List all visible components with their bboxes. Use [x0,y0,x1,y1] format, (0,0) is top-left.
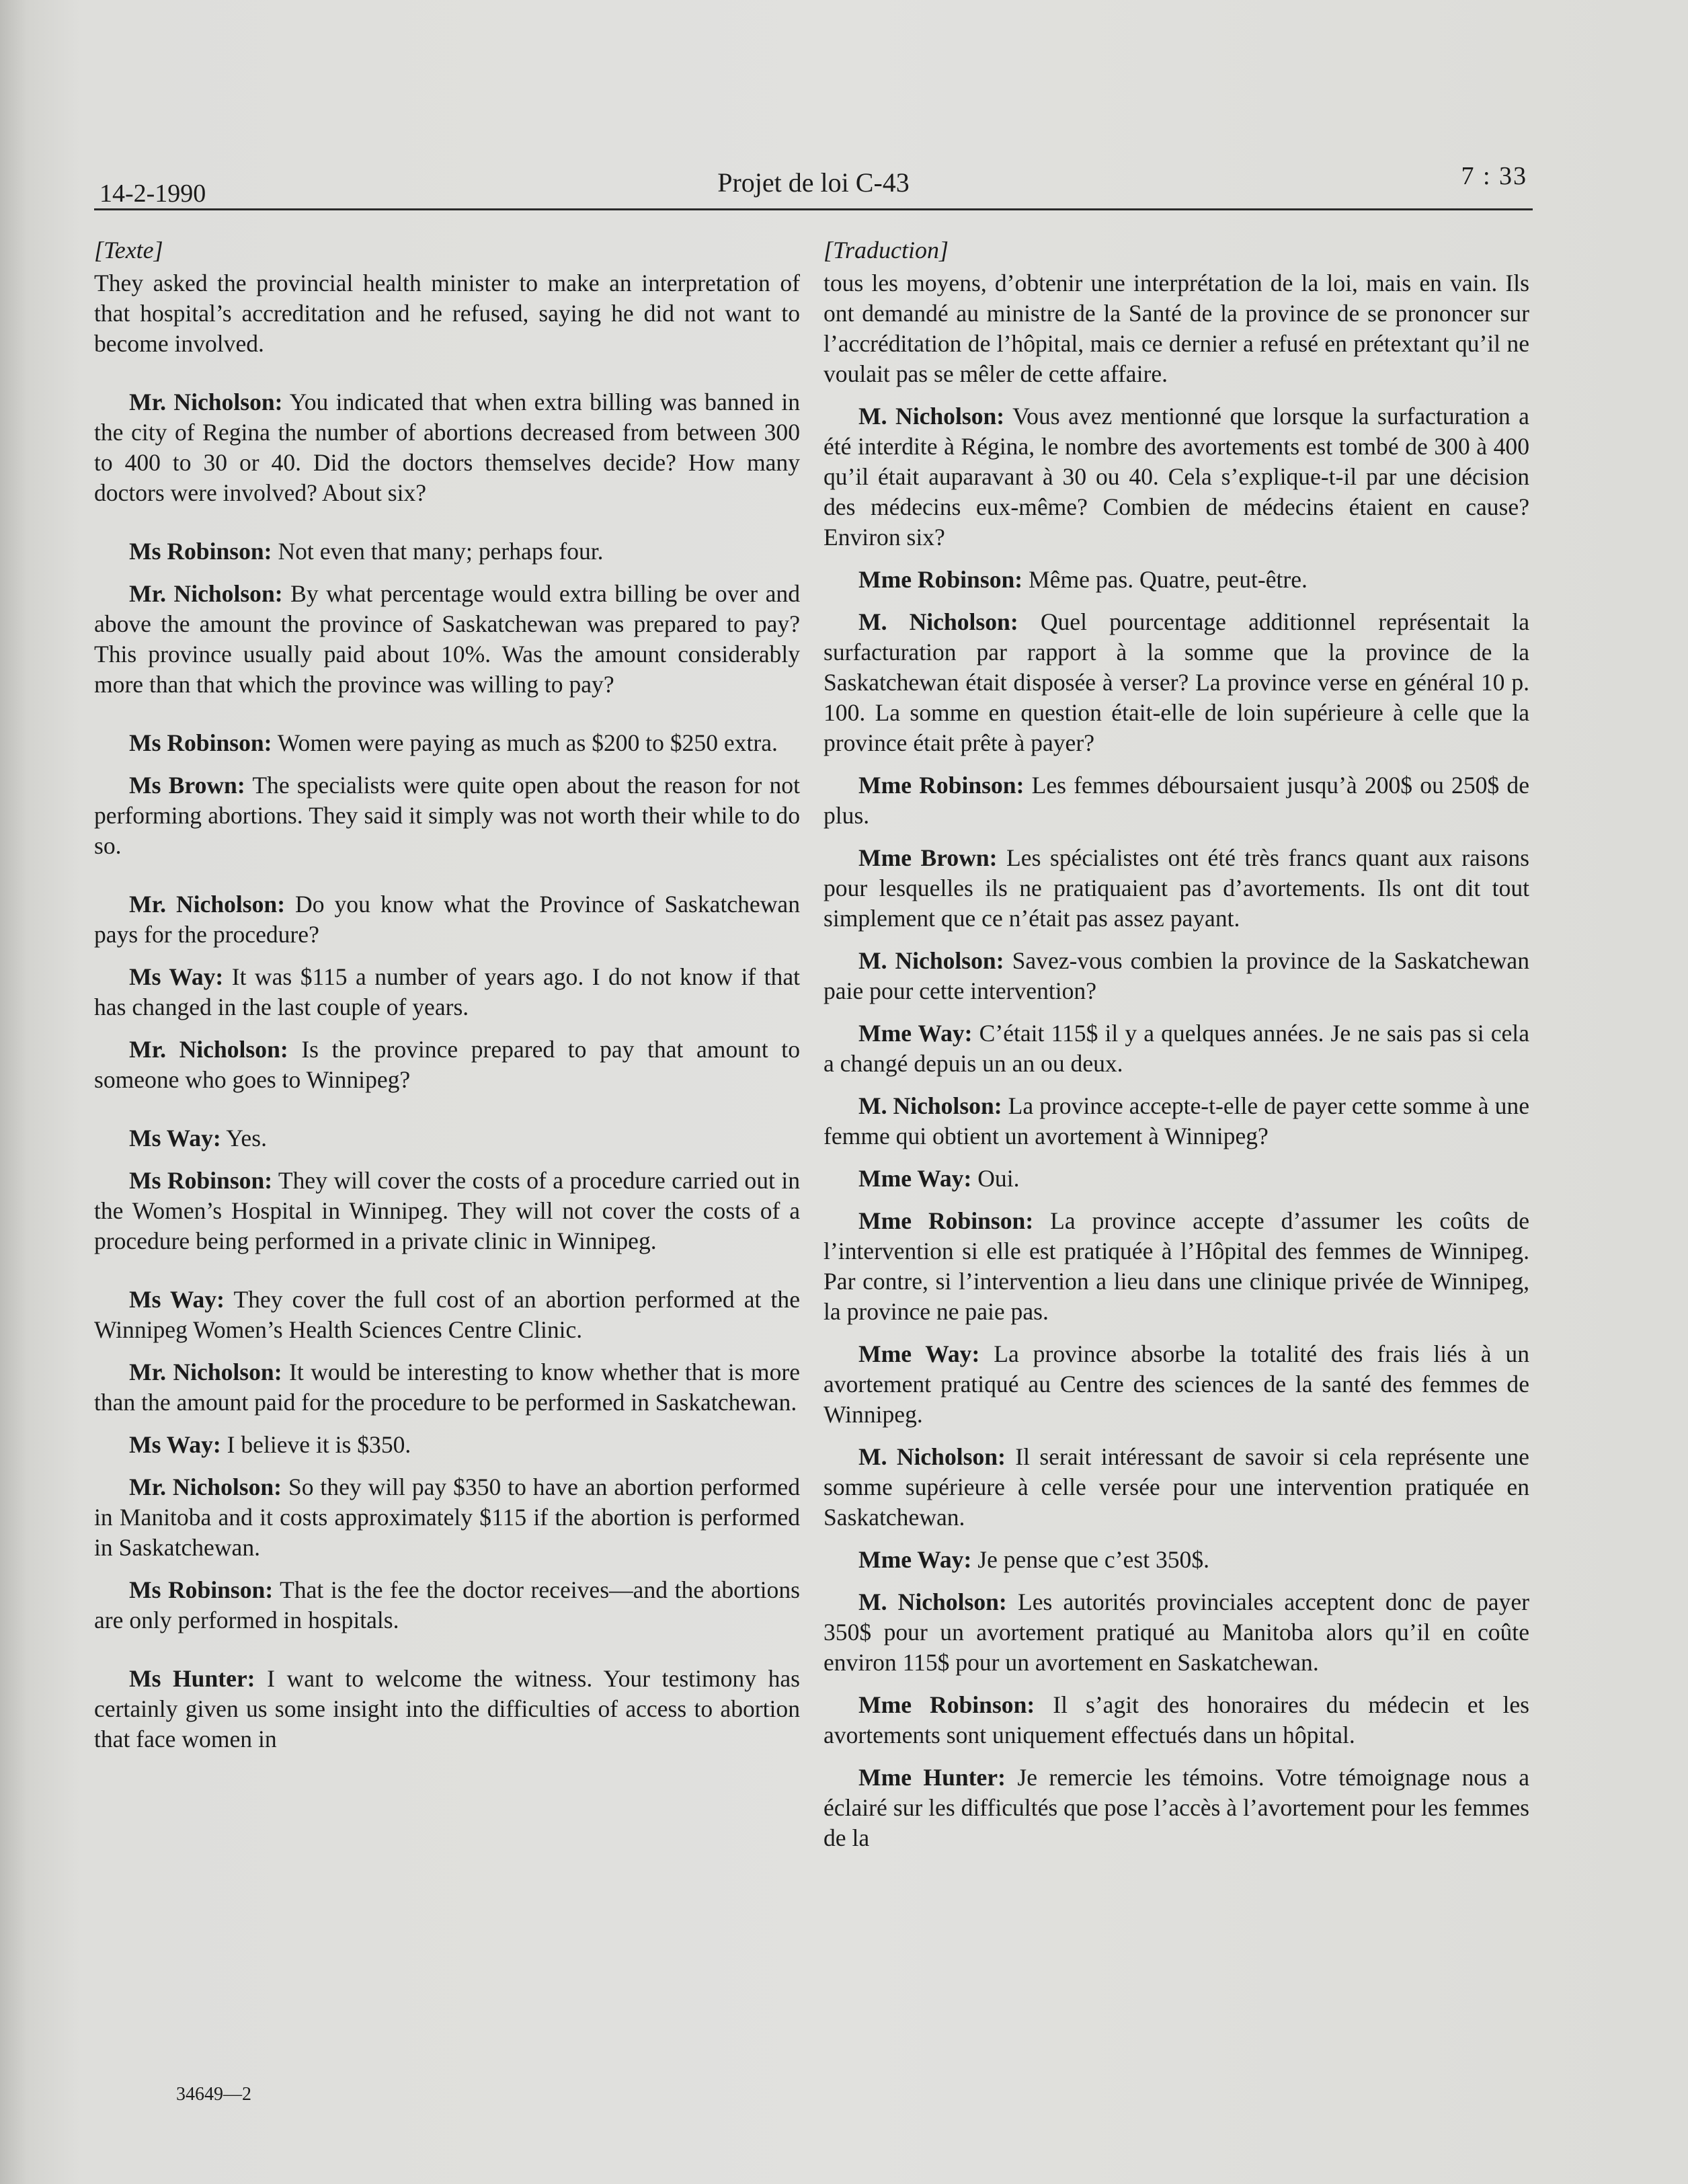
paragraph [94,1166,800,1256]
paragraph-text: C’était 115$ il y a quelques années. Je ne sais pas si cela a changé depuis un an ou deux. [823,1020,1529,1077]
speaker-name: Mme Way: [858,1340,980,1367]
paragraph-text: Les autorités provinciales acceptent donc de payer 350$ pour un avortement pratiqué au Manitoba alors qu’il en coûte environ 115$ pour un avortement en Saskatchewan. [823,1588,1529,1676]
speaker-name: Mme Robinson: [858,1691,1035,1718]
paragraph [823,1763,1529,1853]
paragraph [94,1123,800,1154]
paragraph-text: Savez-vous combien la province de la Saskatchewan paie pour cette intervention? [823,947,1529,1004]
paragraph [823,946,1529,1006]
speaker-name: M. Nicholson: [858,403,1005,430]
speaker-name: Mr. Nicholson: [129,389,283,415]
paragraph [94,536,800,567]
speaker-name: Mr. Nicholson: [129,891,286,918]
paragraph-text: By what percentage would extra billing be over and above the amount the province of Saskatchewan was prepared to pay? This province usually paid about 10%. Was the amount considerably more than that which the province was willing to pay? [94,580,800,698]
page-header [94,161,1533,210]
paragraph-text: La province absorbe la totalité des frais liés à un avortement pratiqué au Centre des sciences de la santé des femmes de Winnipeg. [823,1340,1529,1428]
paragraph [94,579,800,700]
paragraph-text: It was $115 a number of years ago. I do not know if that has changed in the last couple of years. [94,963,800,1020]
paragraph [94,387,800,508]
paragraph-text: Yes. [226,1125,267,1151]
paragraph-text: Vous avez mentionné que lorsque la surfacturation a été interdite à Régina, le nombre des avortements est tombé de 300 à 400 qu’il était auparavant à 30 ou 40. Cela s’explique-t-il par une décision des médecins eux-même? Combien de médecins étaient en cause? Environ six? [823,403,1529,551]
paragraph [94,1285,800,1345]
paragraph [823,1091,1529,1151]
right-column-french [823,235,1529,1996]
speaker-name: M. Nicholson: [858,947,1004,974]
speaker-name: Ms Robinson: [129,1576,274,1603]
header-title: Projet de loi C-43 [717,167,910,198]
paragraph [823,1442,1529,1533]
paragraph-text: That is the fee the doctor receives—and the abortions are only performed in hospitals. [94,1576,800,1633]
paragraph-text: Do you know what the Province of Saskatchewan pays for the procedure? [94,891,800,948]
paragraph [94,1357,800,1418]
header-date: 14-2-1990 [99,179,206,208]
paragraph [823,1545,1529,1575]
paragraph [823,1339,1529,1430]
paragraph [823,1690,1529,1750]
speaker-name: Ms Robinson: [129,729,272,756]
speaker-name: M. Nicholson: [858,1092,1002,1119]
paragraph [94,268,800,359]
paragraph-text: Is the province prepared to pay that amount to someone who goes to Winnipeg? [94,1036,800,1093]
paragraph-text: Je pense que c’est 350$. [977,1546,1210,1573]
paragraph-text: So they will pay $350 to have an abortion performed in Manitoba and it costs approximately $115 if the abortion is performed in Saskatchewan. [94,1473,800,1561]
paragraph-text: It would be interesting to know whether that is more than the amount paid for the procedure to be performed in Saskatchewan. [94,1359,800,1416]
paragraph [94,728,800,758]
speaker-name: Ms Way: [129,1125,221,1151]
speaker-name: Ms Way: [129,1431,221,1458]
speaker-name: Ms Robinson: [129,1167,273,1194]
paragraph [823,770,1529,831]
paragraph-text: They cover the full cost of an abortion performed at the Winnipeg Women’s Health Sciences Centre Clinic. [94,1286,800,1343]
paragraph [94,962,800,1022]
paragraph [94,770,800,861]
paragraph [94,1575,800,1635]
paragraph [823,607,1529,758]
speaker-name: Mme Way: [858,1546,972,1573]
paragraph [823,268,1529,389]
speaker-name: Ms Way: [129,963,224,990]
paragraph-text: tous les moyens, d’obtenir une interprétation de la loi, mais en vain. Ils ont demandé au ministre de la Santé de la province de se prononcer sur l’accréditation de l’hôpital, mais ce dernier a refusé en prétextant qu’il ne voulait pas se mêler de cette affaire. [823,270,1529,387]
paragraph-text: I want to welcome the witness. Your testimony has certainly given us some insight into the difficulties of access to abortion that face women in [94,1665,800,1752]
paragraph [94,1472,800,1563]
paragraph-text: Je remercie les témoins. Votre témoignage nous a éclairé sur les difficultés que pose l’accès à l’avortement pour les femmes de la [823,1764,1529,1851]
speaker-name: Mr. Nicholson: [129,1473,282,1500]
paragraph [94,1430,800,1460]
paragraph-text: Les spécialistes ont été très francs quant aux raisons pour lesquelles ils ne pratiquaient pas d’avortements. Ils ont dit tout simplement que ce n’était pas assez payant. [823,844,1529,932]
paragraph-text: The specialists were quite open about the reason for not performing abortions. They said it simply was not worth their while to do so. [94,772,800,859]
speaker-name: Ms Hunter: [129,1665,255,1692]
paragraph [823,1018,1529,1079]
speaker-name: Mr. Nicholson: [129,1359,282,1385]
paragraph-text: Not even that many; perhaps four. [278,538,604,565]
paragraph [823,565,1529,595]
speaker-name: Ms Robinson: [129,538,272,565]
paragraph-text: They will cover the costs of a procedure carried out in the Women’s Hospital in Winnipeg. They will not cover the costs of a procedure being performed in a private clinic in Winnipeg. [94,1167,800,1254]
paragraph [94,889,800,950]
paragraph [94,1035,800,1095]
paragraph-text: You indicated that when extra billing was banned in the city of Regina the number of abortions decreased from between 300 to 400 to 30 or 40. Did the doctors themselves decide? How many doctors were involved? About six? [94,389,800,506]
paragraph-text: Il serait intéressant de savoir si cela représente une somme supérieure à celle versée pour une intervention pratiquée en Saskatchewan. [823,1443,1529,1531]
speaker-name: Mr. Nicholson: [129,580,283,607]
speaker-name: Ms Way: [129,1286,225,1313]
paragraph [823,1587,1529,1678]
header-page-number: 7 : 33 [1461,162,1527,190]
paragraph-text: Oui. [977,1165,1020,1192]
left-column-english [94,235,800,1996]
speaker-name: Mme Robinson: [858,1207,1034,1234]
paragraph [823,1206,1529,1327]
speaker-name: Mme Robinson: [858,772,1024,799]
speaker-name: Mme Way: [858,1020,973,1047]
paragraph-text: La province accepte d’assumer les coûts de l’intervention si elle est pratiquée à l’Hôpital des femmes de Winnipeg. Par contre, si l’intervention a lieu dans une clinique privée de Winnipeg, la province ne paie pas. [823,1207,1529,1325]
speaker-name: Mr. Nicholson: [129,1036,288,1063]
speaker-name: Ms Brown: [129,772,245,799]
paragraph-text: Il s’agit des honoraires du médecin et les avortements sont uniquement effectués dans un hôpital. [823,1691,1529,1748]
paragraph-text: Même pas. Quatre, peut-être. [1029,566,1308,593]
paragraph-text: I believe it is $350. [227,1431,411,1458]
speaker-name: Mme Hunter: [858,1764,1006,1791]
paragraph-text: Les femmes déboursaient jusqu’à 200$ ou 250$ de plus. [823,772,1529,829]
speaker-name: Mme Way: [858,1165,972,1192]
paragraph-text: La province accepte-t-elle de payer cette somme à une femme qui obtient un avortement à Winnipeg? [823,1092,1529,1149]
paragraph [94,1664,800,1754]
paragraph-text: Women were paying as much as $200 to $250 extra. [277,729,778,756]
footer-code: 34649—2 [176,2084,251,2105]
paragraph [823,401,1529,553]
speaker-name: Mme Robinson: [858,566,1023,593]
speaker-name: M. Nicholson: [858,608,1018,635]
paragraph-text: They asked the provincial health minister to make an interpretation of that hospital’s accreditation and he refused, saying he did not want to become involved. [94,270,800,357]
paragraph [823,843,1529,934]
speaker-name: Mme Brown: [858,844,998,871]
column-label-traduction: [Traduction] [823,237,949,264]
speaker-name: M. Nicholson: [858,1443,1006,1470]
paragraph-text: Quel pourcentage additionnel représentait la surfacturation par rapport à la somme que la province de la Saskatchewan était disposée à verser? La province verse en général 10 p. 100. La somme en question était-elle de loin supérieure à celle que la province était prête à payer? [823,608,1529,756]
speaker-name: M. Nicholson: [858,1588,1007,1615]
paragraph [823,1164,1529,1194]
column-label-texte: [Texte] [94,237,163,264]
